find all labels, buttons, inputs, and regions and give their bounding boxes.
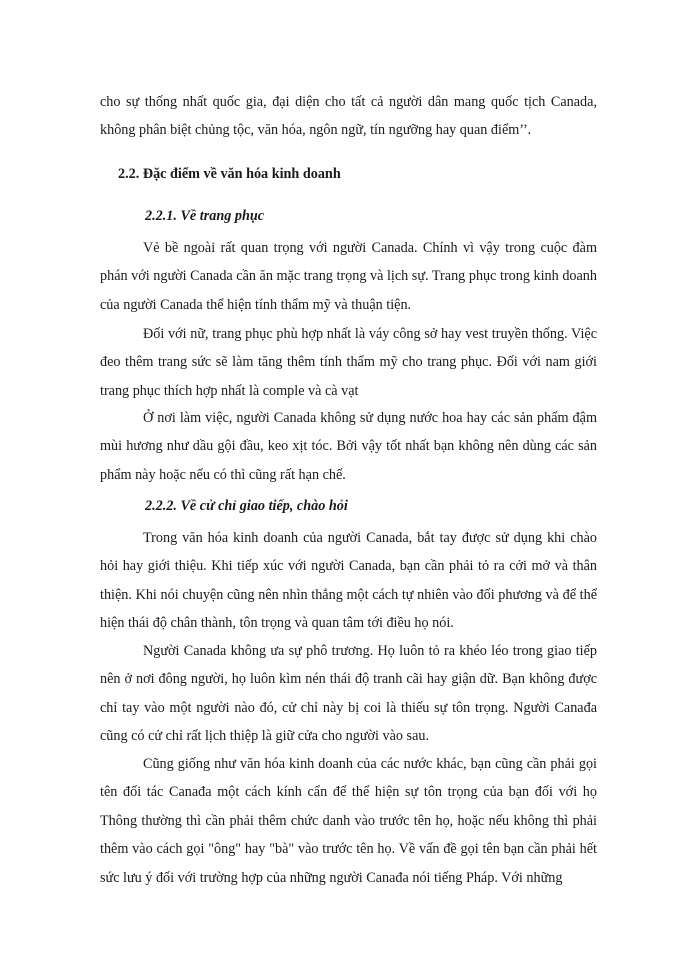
subsection-heading-clothing: 2.2.1. Về trang phục xyxy=(145,208,265,224)
continuation-paragraph: cho sự thống nhất quốc gia, đại diện cho tất cả người dân mang quốc tịch Canada, không phân biệt chủng tộc, văn hóa, ngôn ngữ, tín ngưỡng hay quan điểm’’. xyxy=(100,94,597,139)
paragraph: Đối với nữ, trang phục phù hợp nhất là váy công sở hay vest truyền thống. Việc đeo thêm trang sức sẽ làm tăng thêm tính thẩm mỹ cho trang phục. Đối với nam giới trang phục thích hợp nhất là comple và cà vạt xyxy=(100,326,597,399)
paragraph: Người Canada không ưa sự phô trương. Họ luôn tỏ ra khéo léo trong giao tiếp nên ở nơi đông người, họ luôn kìm nén thái độ tranh cãi hay giận dữ. Bạn không được chỉ tay vào một người nào đó, cử chỉ này bị coi là thiếu sự tôn trọng. Người Canađa cũng có cử chỉ rất lịch thiệp là giữ cửa cho người vào sau. xyxy=(100,643,597,745)
paragraph: Cũng giống như văn hóa kinh doanh của các nước khác, bạn cũng cần phải gọi tên đối tác Canađa một cách kính cẩn để thể hiện sự tôn trọng của bạn đối với họ Thông thường thì cần phải thêm chức danh vào trước tên họ, hoặc nếu không thì phải thêm vào cách gọi "ông" hay "bà" vào trước tên họ. Về vấn đề gọi tên bạn cần phải hết sức lưu ý đối với trường hợp của những người Canađa nói tiếng Pháp. Với những xyxy=(100,756,597,886)
subsection-heading-greeting: 2.2.2. Về cử chỉ giao tiếp, chào hỏi xyxy=(145,498,348,514)
paragraph: Ở nơi làm việc, người Canada không sử dụng nước hoa hay các sản phẩm đậm mùi hương như dầu gội đầu, keo xịt tóc. Bởi vậy tốt nhất bạn không nên dùng các sản phẩm này hoặc nếu có thì cũng rất hạn chế. xyxy=(100,410,597,483)
paragraph: Vẻ bề ngoài rất quan trọng với người Canada. Chính vì vậy trong cuộc đàm phán với người Canada cần ăn mặc trang trọng và lịch sự. Trang phục trong kinh doanh của người Canada thể hiện tính thẩm mỹ và thuận tiện. xyxy=(100,240,597,313)
section-heading: 2.2. Đặc điểm về văn hóa kinh doanh xyxy=(118,166,341,182)
paragraph: Trong văn hóa kinh doanh của người Canada, bắt tay được sử dụng khi chào hỏi hay giới thiệu. Khi tiếp xúc với người Canada, bạn cần phải tỏ ra cởi mở và thân thiện. Khi nói chuyện cũng nên nhìn thẳng một cách tự nhiên vào đối phương và để thể hiện thái độ chân thành, tôn trọng và quan tâm tới điều họ nói. xyxy=(100,530,597,632)
